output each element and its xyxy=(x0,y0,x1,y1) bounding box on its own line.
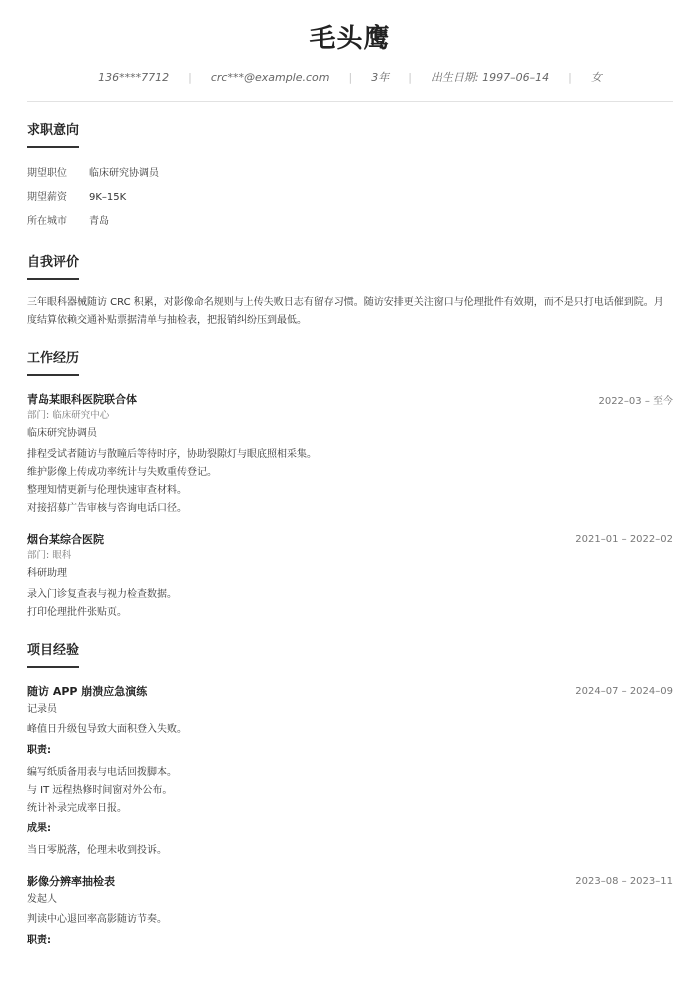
work-entry xyxy=(27,530,673,622)
separator: | xyxy=(568,70,572,84)
duty-list xyxy=(27,446,673,518)
section-title: 求职意向 xyxy=(27,123,80,138)
intention-key: 期望职位 xyxy=(27,168,67,179)
intention-row xyxy=(27,210,673,234)
email-address: crc***@example.com xyxy=(210,70,330,84)
company-name: 青岛某眼科医院联合体 xyxy=(27,393,137,406)
contact-row xyxy=(27,68,673,86)
department: 部门: 眼科 xyxy=(27,550,72,561)
birth-date: 出生日期: 1997–06–14 xyxy=(430,71,550,84)
section-projects xyxy=(27,642,673,952)
job-role: 科研助理 xyxy=(27,568,67,579)
section-underline xyxy=(27,666,79,668)
date-range: 2024–07 – 2024–09 xyxy=(575,685,673,697)
section-work xyxy=(27,350,673,622)
separator: | xyxy=(188,70,192,84)
candidate-name: 毛头鹰 xyxy=(309,24,391,54)
company-name: 烟台某综合医院 xyxy=(27,533,104,546)
duty-list xyxy=(27,764,673,818)
section-underline xyxy=(27,146,79,148)
section-intention xyxy=(27,122,673,234)
project-description: 判读中心退回率高影随访节奏。 xyxy=(27,914,167,925)
project-role: 发起人 xyxy=(27,894,57,905)
project-role: 记录员 xyxy=(27,704,57,715)
duty-item: 与 IT 远程热修时间窗对外公布。 xyxy=(27,785,173,796)
header-divider xyxy=(27,101,673,102)
intention-value: 青岛 xyxy=(89,216,109,227)
department: 部门: 临床研究中心 xyxy=(27,410,110,421)
summary-text: 三年眼科器械随访 CRC 积累，对影像命名规则与上传失败日志有留存习惯。随访安排更关注窗口与伦理批件有效期，而不是只打电话催到院。月度结算依赖交通补贴票据清单与抽检表，把报销纠纷压到最低。 xyxy=(27,297,664,326)
intention-row xyxy=(27,162,673,186)
intention-value: 临床研究协调员 xyxy=(89,168,159,179)
section-underline xyxy=(27,374,79,376)
entry-header xyxy=(27,872,673,890)
project-name: 随访 APP 崩溃应急演练 xyxy=(27,685,148,698)
duty-item: 编写纸质备用表与电话回拨脚本。 xyxy=(27,767,177,778)
project-entry xyxy=(27,872,673,952)
entry-header xyxy=(27,682,673,700)
phone-number: 136****7712 xyxy=(98,70,170,84)
job-role: 临床研究协调员 xyxy=(27,428,97,439)
result-list xyxy=(27,842,673,860)
section-title: 自我评价 xyxy=(27,255,80,270)
separator: | xyxy=(408,70,412,84)
duty-item: 维护影像上传成功率统计与失败重传登记。 xyxy=(27,467,217,478)
intention-key: 期望薪资 xyxy=(27,192,67,203)
intention-key: 所在城市 xyxy=(27,216,67,227)
section-underline xyxy=(27,278,79,280)
duty-item: 录入门诊复查表与视力检查数据。 xyxy=(27,589,177,600)
duty-item: 排程受试者随访与散瞳后等待时序，协助裂隙灯与眼底照相采集。 xyxy=(27,449,317,460)
date-range: 2022–03 – 至今 xyxy=(598,395,673,407)
section-summary xyxy=(27,254,673,330)
project-name: 影像分辨率抽检表 xyxy=(27,875,115,888)
duty-item: 整理知情更新与伦理快速审查材料。 xyxy=(27,485,187,496)
entry-header xyxy=(27,390,673,408)
result-label: 成果: xyxy=(27,823,51,834)
experience-years: 3年 xyxy=(371,71,390,84)
date-range: 2023–08 – 2023–11 xyxy=(575,875,673,887)
gender: 女 xyxy=(590,71,602,84)
duty-label: 职责: xyxy=(27,745,51,756)
section-title: 工作经历 xyxy=(27,351,80,366)
work-entry xyxy=(27,390,673,518)
duty-item: 对接招募广告审核与咨询电话口径。 xyxy=(27,503,187,514)
section-title: 项目经验 xyxy=(27,643,80,658)
duty-item: 打印伦理批件张贴页。 xyxy=(27,607,127,618)
duty-item: 统计补录完成率日报。 xyxy=(27,803,127,814)
intention-row xyxy=(27,186,673,210)
project-entry xyxy=(27,682,673,860)
duty-list xyxy=(27,586,673,622)
intention-value: 9K–15K xyxy=(89,192,127,203)
project-description: 峰值日升级包导致大面积登入失败。 xyxy=(27,724,187,735)
date-range: 2021–01 – 2022–02 xyxy=(575,533,673,545)
duty-label: 职责: xyxy=(27,935,51,946)
result-item: 当日零脱落，伦理未收到投诉。 xyxy=(27,845,167,856)
entry-header xyxy=(27,530,673,548)
separator: | xyxy=(348,70,353,84)
